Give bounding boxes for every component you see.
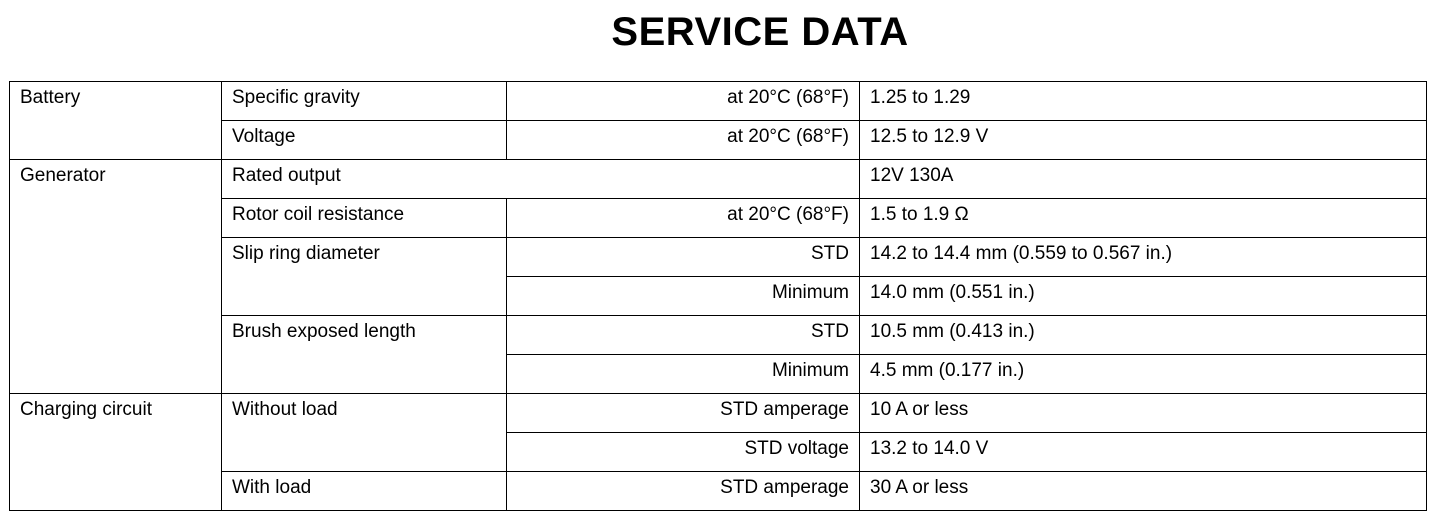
value-cell: 14.2 to 14.4 mm (0.559 to 0.567 in.)	[860, 238, 1427, 277]
condition-cell: STD voltage	[507, 433, 860, 472]
table-row	[10, 199, 1427, 238]
service-data-table	[9, 81, 1427, 511]
value-cell: 12V 130A	[860, 160, 1427, 199]
category-cell-battery: Battery	[10, 82, 222, 160]
value-cell: 30 A or less	[860, 472, 1427, 511]
item-cell: Without load	[222, 394, 507, 472]
value-cell: 13.2 to 14.0 V	[860, 433, 1427, 472]
condition-cell: STD amperage	[507, 394, 860, 433]
condition-cell: at 20°C (68°F)	[507, 82, 860, 121]
table-row	[10, 238, 1427, 277]
condition-cell: Minimum	[507, 277, 860, 316]
item-cell: Slip ring diameter	[222, 238, 507, 316]
value-cell: 1.5 to 1.9 Ω	[860, 199, 1427, 238]
category-cell-generator: Generator	[10, 160, 222, 394]
value-cell: 14.0 mm (0.551 in.)	[860, 277, 1427, 316]
table-row	[10, 82, 1427, 121]
condition-cell: STD	[507, 316, 860, 355]
condition-cell: at 20°C (68°F)	[507, 121, 860, 160]
value-cell: 12.5 to 12.9 V	[860, 121, 1427, 160]
table-row	[10, 160, 1427, 199]
item-cell: With load	[222, 472, 507, 511]
condition-cell: at 20°C (68°F)	[507, 199, 860, 238]
item-cell: Specific gravity	[222, 82, 507, 121]
item-cell: Rated output	[222, 160, 860, 199]
table-row	[10, 121, 1427, 160]
value-cell: 1.25 to 1.29	[860, 82, 1427, 121]
value-cell: 4.5 mm (0.177 in.)	[860, 355, 1427, 394]
table-row	[10, 394, 1427, 433]
condition-cell: STD amperage	[507, 472, 860, 511]
value-cell: 10.5 mm (0.413 in.)	[860, 316, 1427, 355]
item-cell: Brush exposed length	[222, 316, 507, 394]
table-row	[10, 472, 1427, 511]
item-cell: Voltage	[222, 121, 507, 160]
item-cell: Rotor coil resistance	[222, 199, 507, 238]
value-cell: 10 A or less	[860, 394, 1427, 433]
category-cell-charging-circuit: Charging circuit	[10, 394, 222, 511]
table-row	[10, 316, 1427, 355]
condition-cell: Minimum	[507, 355, 860, 394]
page-title: SERVICE DATA	[611, 10, 909, 54]
condition-cell: STD	[507, 238, 860, 277]
